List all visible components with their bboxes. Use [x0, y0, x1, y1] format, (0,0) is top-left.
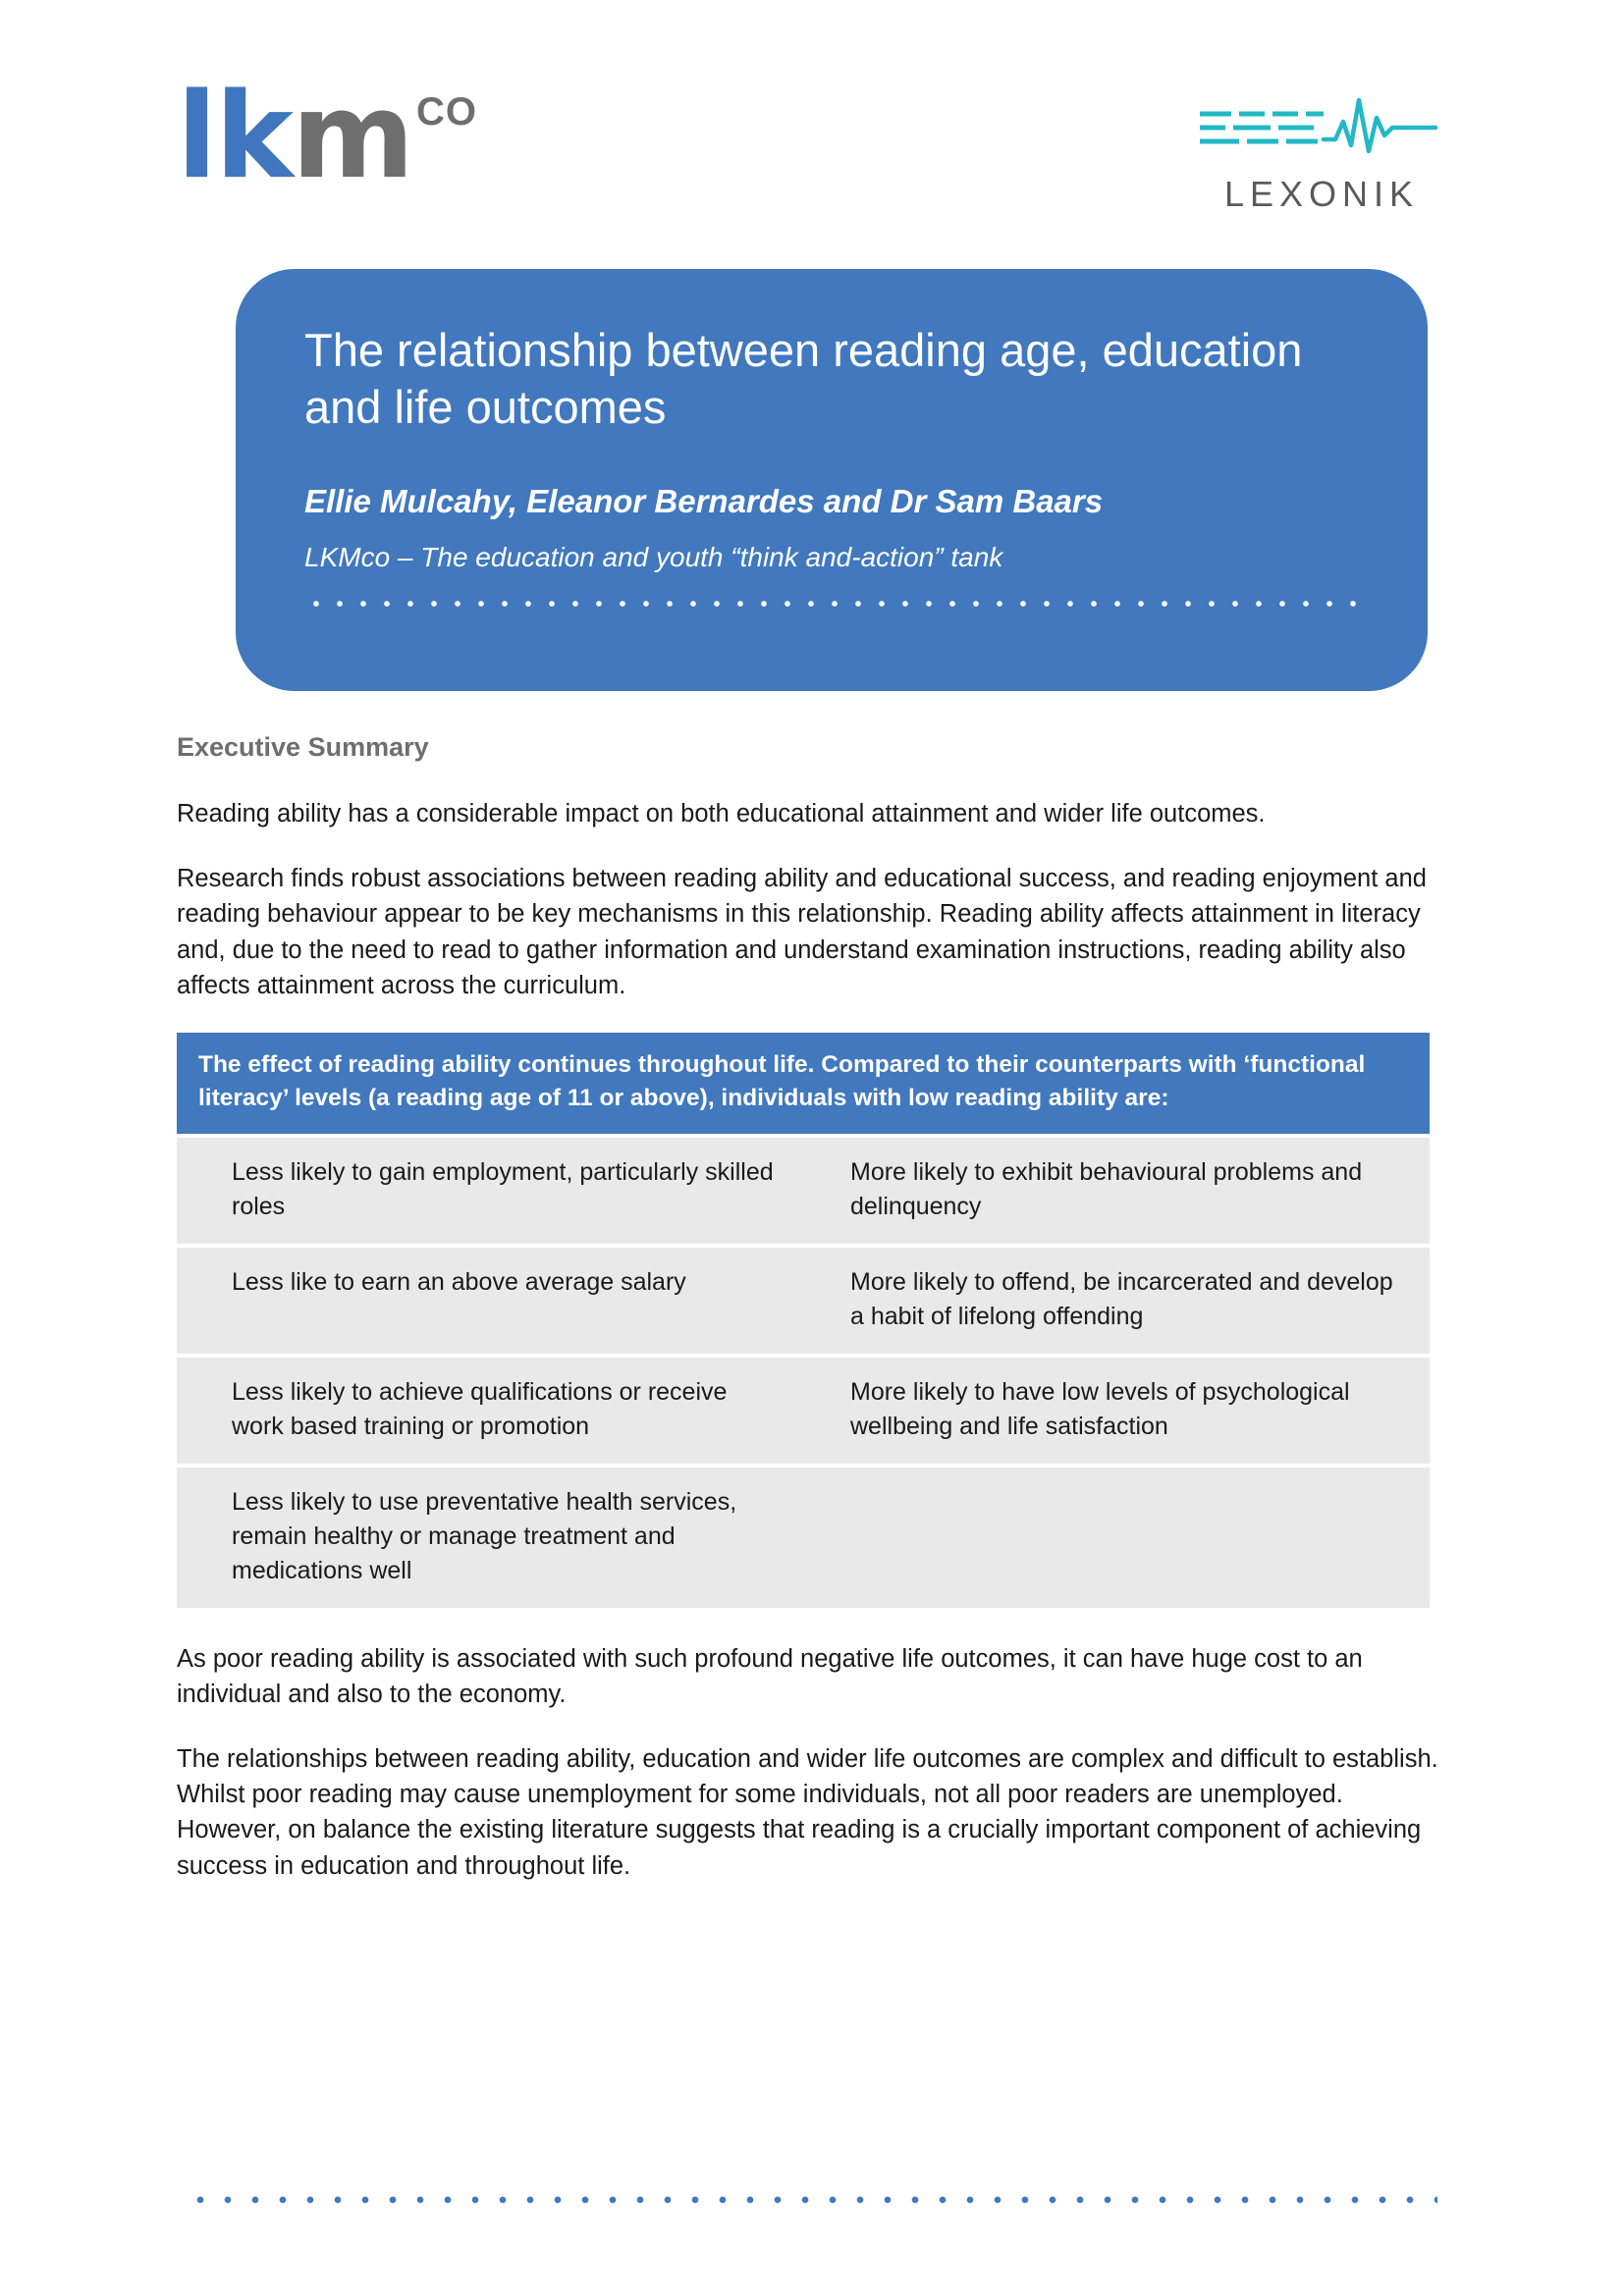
document-title: The relationship between reading age, education and life outcomes: [304, 324, 1303, 433]
callout-cell: More likely to offend, be incarcerated and develop a habit of lifelong offending: [803, 1244, 1430, 1354]
page-header: [98, 59, 1526, 255]
lexonik-waveform-icon: [1196, 92, 1447, 165]
callout-cell: Less like to earn an above average salary: [177, 1244, 803, 1354]
lexonik-logo: [1196, 79, 1447, 215]
title-panel: [236, 269, 1428, 691]
callout-cell-empty: [803, 1464, 1430, 1608]
callout-cell: Less likely to use preventative health services, remain healthy or manage treatment and medications well: [177, 1464, 803, 1608]
callout-heading: The effect of reading ability continues throughout life. Compared to their counterparts with ‘functional literacy’ levels (a reading age of 11 or above), individuals with low reading ability are:: [177, 1033, 1430, 1134]
paragraph-4: The relationships between reading ability, education and wider life outcomes are complex and difficult to establish. Whilst poor reading may cause unemployment for some individuals, not all poor readers are unemployed. However, on balance the existing literature suggests that reading is a crucially important component of achieving success in education and throughout life.: [177, 1745, 1438, 1880]
title-panel-dot-divider: [304, 599, 1359, 609]
callout-table: [177, 1033, 1430, 1608]
lkmco-logo-superscript: CO: [416, 90, 477, 133]
footer-dot-divider: [187, 2194, 1437, 2206]
callout-grid: [177, 1134, 1430, 1608]
paragraph-1: Reading ability has a considerable impact on both educational attainment and wider life outcomes.: [177, 800, 1266, 828]
section-heading-executive-summary: Executive Summary: [177, 732, 429, 762]
lkmco-logo: [177, 69, 477, 205]
document-affiliation: LKMco – The education and youth “think and-action” tank: [304, 541, 1003, 572]
paragraph-3: As poor reading ability is associated with such profound negative life outcomes, it can have huge cost to an individual and also to the economy.: [177, 1644, 1363, 1708]
paragraph-2: Research finds robust associations between reading ability and educational success, and reading enjoyment and reading behaviour appear to be key mechanisms in this relationship. Reading ability affects attainment in literacy and, due to the need to read to gather information and understand examination instructions, reading ability also affects attainment across the curriculum.: [177, 865, 1427, 999]
callout-cell: Less likely to achieve qualifications or receive work based training or promotion: [177, 1354, 803, 1464]
document-authors: Ellie Mulcahy, Eleanor Bernardes and Dr Sam Baars: [304, 482, 1104, 519]
document-body: [98, 691, 1526, 1884]
callout-cell: More likely to have low levels of psychological wellbeing and life satisfaction: [803, 1354, 1430, 1464]
callout-cell: More likely to exhibit behavioural problems and delinquency: [803, 1134, 1430, 1244]
lexonik-wordmark: LEXONIK: [1223, 174, 1420, 214]
callout-cell: Less likely to gain employment, particularly skilled roles: [177, 1134, 803, 1244]
lkmco-logo-letters: lkm: [177, 69, 412, 205]
